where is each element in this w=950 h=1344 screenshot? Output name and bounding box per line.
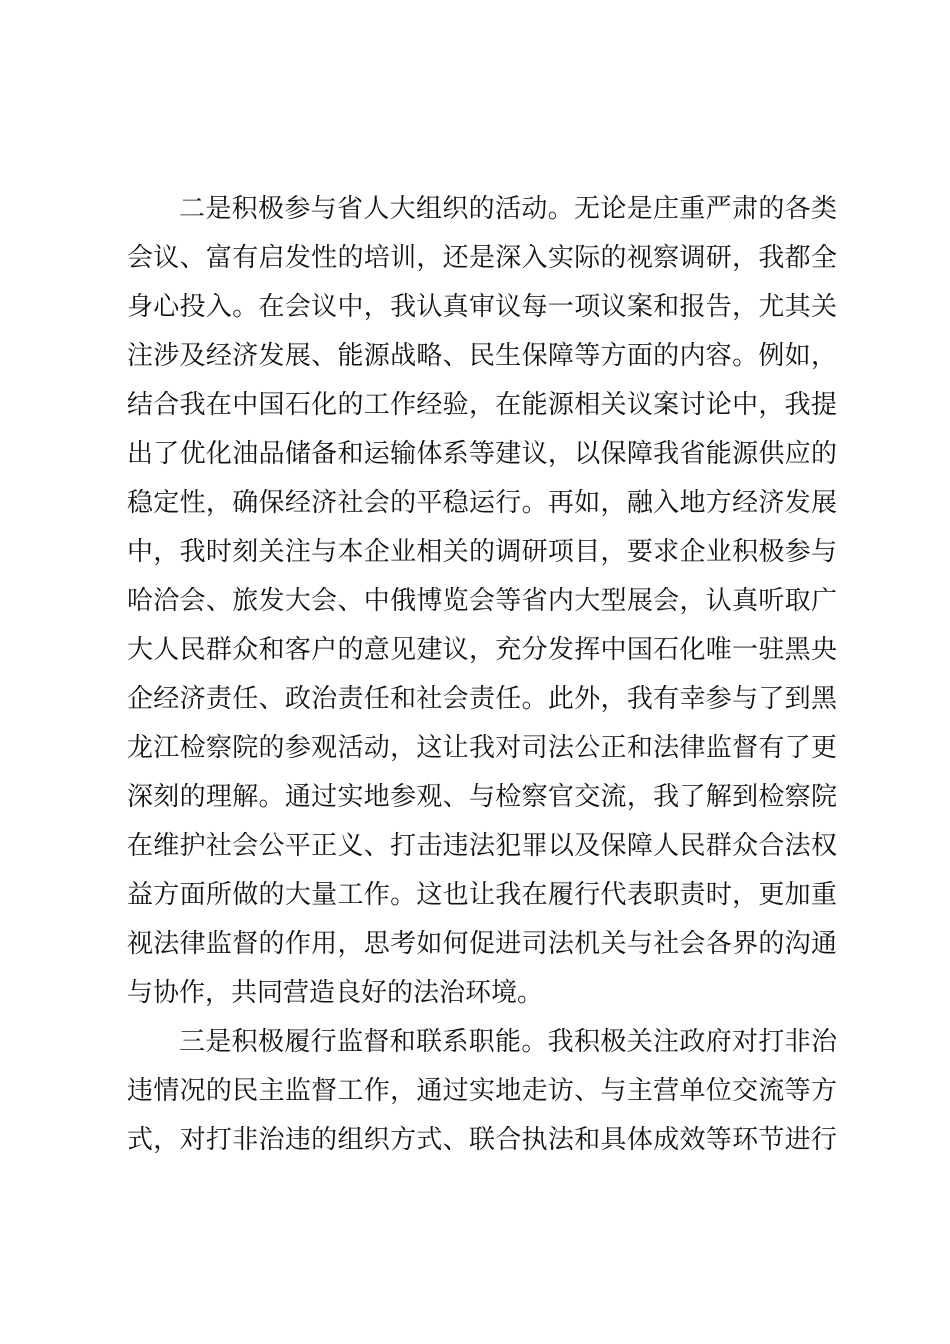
- paragraph-line: 二是积极参与省人大组织的活动。无论是庄重严肃的各类: [179, 194, 837, 224]
- paragraph-line: 在维护社会公平正义、打击违法犯罪以及保障人民群众合法权: [127, 831, 837, 861]
- paragraph-line: 视法律监督的作用，思考如何促进司法机关与社会各界的沟通: [127, 929, 837, 959]
- paragraph-line: 身心投入。在会议中，我认真审议每一项议案和报告，尤其关: [127, 292, 837, 322]
- paragraph-line: 哈洽会、旅发大会、中俄博览会等省内大型展会，认真听取广: [127, 586, 837, 616]
- paragraph-line: 中，我时刻关注与本企业相关的调研项目，要求企业积极参与: [127, 537, 837, 567]
- paragraph-line: 注涉及经济发展、能源战略、民生保障等方面的内容。例如，: [127, 341, 837, 371]
- paragraph-line: 稳定性，确保经济社会的平稳运行。再如，融入地方经济发展: [127, 488, 837, 518]
- paragraph-line: 会议、富有启发性的培训，还是深入实际的视察调研，我都全: [127, 243, 837, 273]
- paragraph-line: 龙江检察院的参观活动，这让我对司法公正和法律监督有了更: [127, 733, 837, 763]
- paragraph-line: 与协作，共同营造良好的法治环境。: [127, 978, 544, 1008]
- paragraph-line: 三是积极履行监督和联系职能。我积极关注政府对打非治: [179, 1027, 837, 1057]
- paragraph-line: 结合我在中国石化的工作经验，在能源相关议案讨论中，我提: [127, 390, 837, 420]
- paragraph-line: 大人民群众和客户的意见建议，充分发挥中国石化唯一驻黑央: [127, 635, 837, 665]
- document-body: [127, 185, 837, 1165]
- paragraph-line: 违情况的民主监督工作，通过实地走访、与主营单位交流等方: [127, 1076, 837, 1106]
- paragraph-line: 深刻的理解。通过实地参观、与检察官交流，我了解到检察院: [127, 782, 837, 812]
- paragraph-1: [127, 185, 837, 1018]
- paragraph-line: 式，对打非治违的组织方式、联合执法和具体成效等环节进行: [127, 1125, 837, 1155]
- paragraph-line: 益方面所做的大量工作。这也让我在履行代表职责时，更加重: [127, 880, 837, 910]
- paragraph-2: [127, 1018, 837, 1165]
- paragraph-line: 出了优化油品储备和运输体系等建议，以保障我省能源供应的: [127, 439, 837, 469]
- paragraph-line: 企经济责任、政治责任和社会责任。此外，我有幸参与了到黑: [127, 684, 837, 714]
